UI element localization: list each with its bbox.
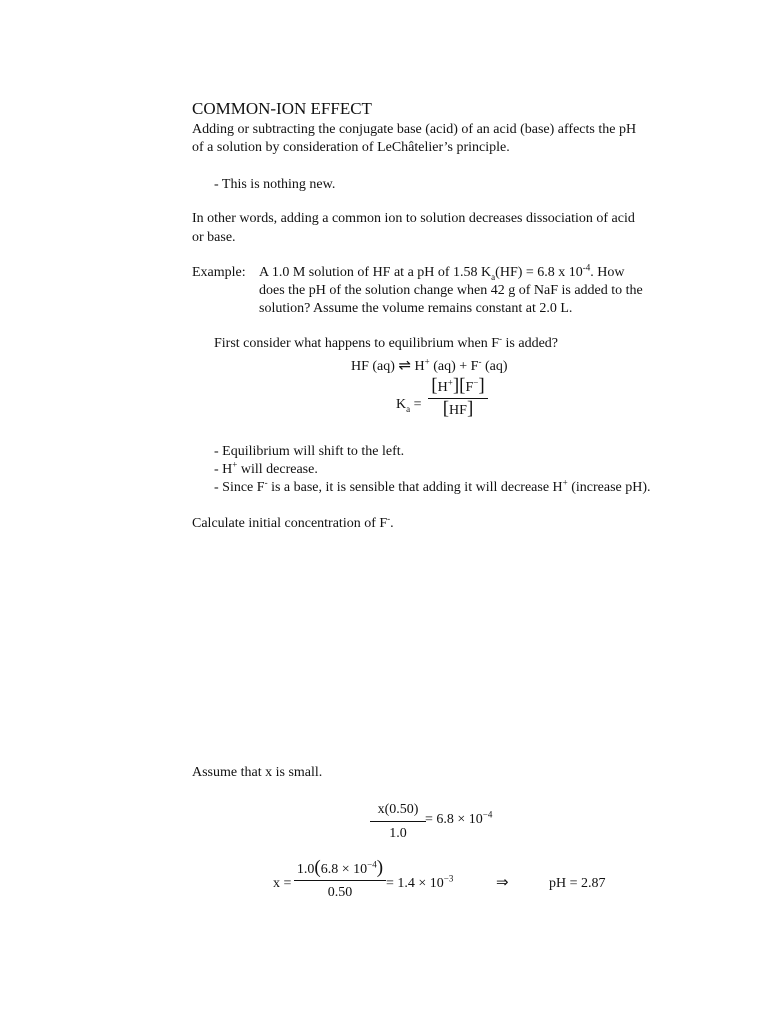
assume-text: Assume that x is small. (192, 765, 323, 780)
other-words-line-2: or base. (192, 230, 236, 245)
ka-denominator: [HF] (442, 398, 474, 419)
equilibrium-arrow-icon: ⇌ (398, 356, 412, 374)
page-title: COMMON-ION EFFECT (192, 99, 372, 118)
bullet-shift-left: - Equilibrium will shift to the left. (214, 444, 405, 459)
example-line-2: does the pH of the solution change when 42 g of NaF is added to the (259, 283, 643, 298)
bullet-h-decrease: - H+ will decrease. (214, 459, 318, 477)
eq1-fraction (370, 800, 426, 843)
eq2-numerator: $1.0(6.8 \times 10^{-4})$ (296, 857, 384, 878)
calc-initial-text: Calculate initial concentration of F-. (192, 513, 394, 531)
consider-text: First consider what happens to equilibrium when F- is added? (214, 333, 559, 351)
eq2-denominator: 0.50 (327, 885, 353, 900)
note-text: - This is nothing new. (214, 177, 336, 192)
eq1-numerator: x(0.50) (377, 802, 419, 817)
intro-line-1: Adding or subtracting the conjugate base (acid) of an acid (base) affects the pH (192, 122, 637, 137)
ka-fraction (428, 376, 488, 420)
eq2-fraction (294, 858, 386, 902)
example-line-1: A 1.0 M solution of HF at a pH of 1.58 $K_a(HF) = 6.8$ x $10^{-4}$. How (259, 262, 625, 282)
eq2-ph-result: pH = 2.87 (549, 876, 606, 891)
ka-symbol: $K_a$ = (396, 397, 422, 414)
example-line-3: solution? Assume the volume remains constant at 2.0 L. (259, 301, 573, 316)
implies-arrow-icon: ⇒ (496, 873, 509, 891)
eq2-fraction-bar (294, 880, 386, 881)
other-words-line-1: In other words, adding a common ion to solution decreases dissociation of acid (192, 211, 635, 226)
eq2-lhs: x = (273, 876, 292, 891)
example-label: Example: (192, 265, 246, 280)
ka-numerator: [H+][F−] (431, 375, 485, 396)
eq1-fraction-bar (370, 821, 426, 822)
eq1-rhs: = $6.8 \times 10^{-4}$ (425, 809, 493, 827)
reaction-equation: HF (aq) ⇌ H+ (aq) + F- (aq) (351, 356, 508, 374)
eq1-denominator: 1.0 (389, 826, 407, 841)
intro-line-2: of a solution by consideration of LeChâtelier’s principle. (192, 140, 510, 155)
eq2-rhs: = $1.4 \times 10^{-3}$ (386, 873, 454, 891)
bullet-f-base: - Since F- is a base, it is sensible that adding it will decrease H+ (increase pH). (214, 477, 651, 495)
